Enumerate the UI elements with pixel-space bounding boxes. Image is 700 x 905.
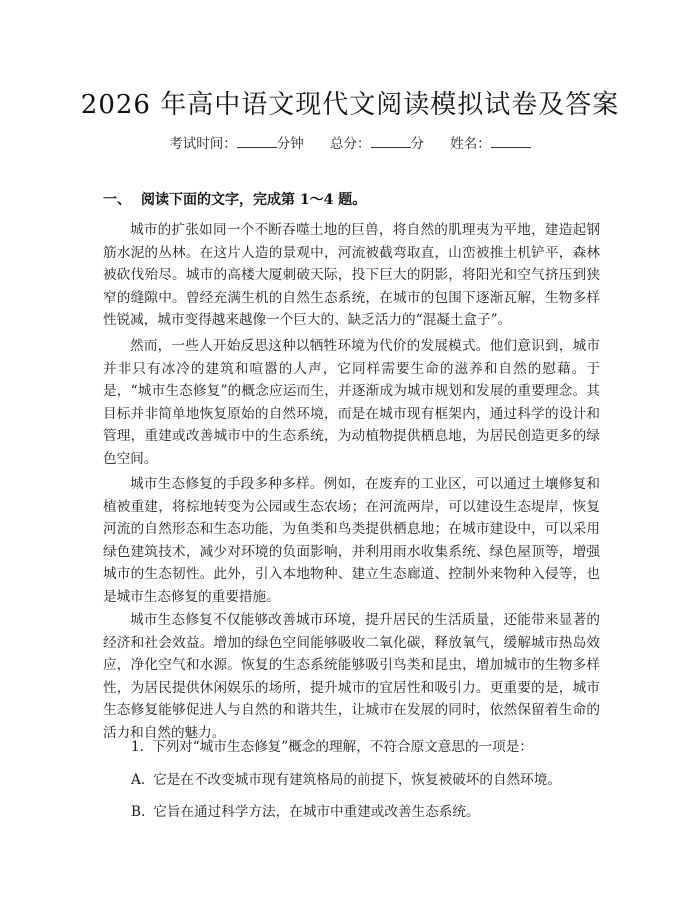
time-field <box>169 136 308 152</box>
passage-paragraph-1: 城市的扩张如同一个不断吞噬土地的巨兽，将自然的肌理夷为平地，建造起钢筋水泥的丛林。在这片人造的景观中，河流被截弯取直，山峦被推土机铲平，森林被砍伐殆尽。城市的高楼大厦刺破天际，投下巨大的阴影，将阳光和空气挤压到狭窄的缝隙中。曾经充满生机的自然生态系统，在城市的包围下逐渐瓦解，生物多样性锐减，城市变得越来越像一个巨大的、缺乏活力的“混凝土盒子”。 <box>103 222 600 329</box>
exam-title: 2026 年高中语文现代文阅读模拟试卷及答案 <box>80 90 620 120</box>
exam-meta <box>0 132 700 152</box>
score-blank <box>371 135 411 148</box>
name-label: 姓名： <box>450 136 491 152</box>
score-field <box>330 136 428 152</box>
option-a-letter: A. <box>131 772 146 788</box>
passage-paragraph-3: 城市生态修复的手段多种多样。例如，在废弃的工业区，可以通过土壤修复和植被重建，将棕地转变为公园或生态农场；在河流两岸，可以建设生态堤岸，恢复河流的自然形态和生态功能，为鱼类和鸟类提供栖息地；在城市建设中，可以采用绿色建筑技术，减少对环境的负面影响，并利用雨水收集系统、绿色屋顶等，增强城市的生态韧性。此外，引入本地物种、建立生态廊道、控制外来物种入侵等，也是城市生态修复的重要措施。 <box>103 476 600 605</box>
time-unit: 分钟 <box>276 136 304 152</box>
option-b-letter: B. <box>131 804 146 820</box>
section-instruction: 阅读下面的文字，完成第 1～4 题。 <box>141 192 367 208</box>
score-label: 总分： <box>330 136 371 152</box>
name-field <box>450 136 531 152</box>
time-blank <box>237 135 277 148</box>
option-a-text: 它是在不改变城市现有建筑格局的前提下，恢复被破坏的自然环境。 <box>153 772 561 788</box>
time-label: 考试时间： <box>169 136 237 152</box>
option-b-text: 它旨在通过科学方法，在城市中重建或改善生态系统。 <box>153 804 480 820</box>
score-unit: 分 <box>410 136 424 152</box>
section-number: 一、 <box>103 192 131 208</box>
passage-paragraph-4: 城市生态修复不仅能够改善城市环境，提升居民的生活质量，还能带来显著的经济和社会效益。增加的绿色空间能够吸收二氧化碳，释放氧气，缓解城市热岛效应，净化空气和水源。恢复的生态系统能够吸引鸟类和昆虫，增加城市的生物多样性，为居民提供休闲娱乐的场所，提升城市的宜居性和吸引力。更重要的是，城市生态修复能够促进人与自然的和谐共生，让城市在发展的同时，依然保留着生命的活力和自然的魅力。 <box>103 612 600 741</box>
passage-paragraph-2: 然而，一些人开始反思这种以牺牲环境为代价的发展模式。他们意识到，城市并非只有冰冷的建筑和喧嚣的人声，它同样需要生命的滋养和自然的慰藉。于是，“城市生态修复”的概念应运而生，并逐渐成为城市规划和发展的重要理念。其目标并非简单地恢复原始的自然环境，而是在城市现有框架内，通过科学的设计和管理，重建或改善城市中的生态系统，为动植物提供栖息地，为居民创造更多的绿色空间。 <box>103 338 600 467</box>
name-blank <box>491 135 531 148</box>
section-heading <box>103 189 366 209</box>
question-number: 1. <box>131 739 144 755</box>
option-a <box>131 770 601 790</box>
question-text: 下列对“城市生态修复”概念的理解，不符合原文意思的一项是： <box>151 739 533 755</box>
option-b <box>131 802 601 822</box>
question-1-stem <box>131 737 601 757</box>
